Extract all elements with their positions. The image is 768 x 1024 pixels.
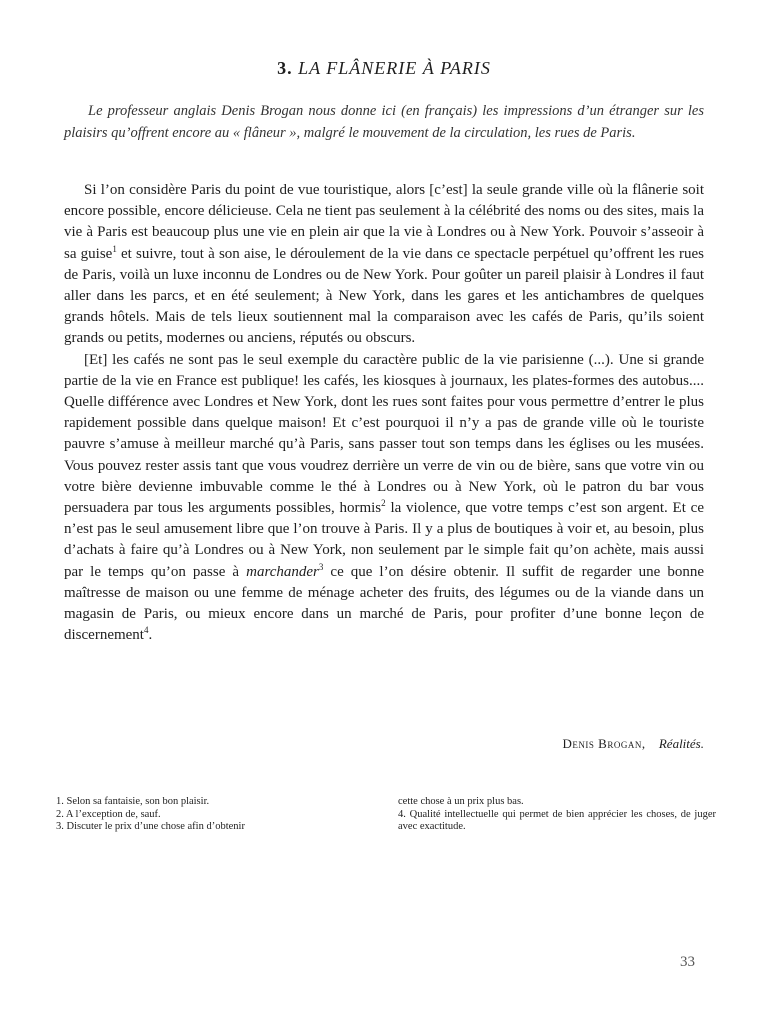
- intro-paragraph: Le professeur anglais Denis Brogan nous donne ici (en français) les impressions d’un étranger sur les plaisirs qu’offrent encore au « flâneur », malgré le mouvement de la circulation, les rues de Paris.: [64, 103, 704, 141]
- paragraph-2-part-c: ce que l’on désire obtenir. Il suffit de regarder une bonne maîtresse de maison ou une femme de ménage acheter des fruits, des légumes ou de la viande dans un magasin de Paris, ou mieux encore dans un marché de Paris, pour profiter d’une bonne leçon de discernement: [64, 563, 705, 644]
- footnote-3: 3. Discuter le prix d’une chose afin d’obtenir: [56, 821, 245, 832]
- chapter-title-text: LA FLÂNERIE À PARIS: [298, 58, 491, 78]
- footnote-2: 2. A l’exception de, sauf.: [56, 808, 161, 820]
- emphasized-word: marchander: [246, 563, 319, 580]
- chapter-number: 3.: [277, 58, 293, 78]
- footnote-ref-4: 4: [143, 625, 149, 636]
- paragraph-1-part-b: et suivre, tout à son aise, le déroulement de la vie dans ce spectacle perpétuel qu’offrent les rues de Paris, voilà un luxe inconnu de Londres ou de New York. Pour goûter un pareil plaisir à Londres il faut aller dans les parcs, et en été seulement; à New York, dans les gares et les antichambres de quelques grands hôtels. Mais de tels lieux soutiennent mal la comparaison avec les cafés de Paris, qu’ils soient grands ou petits, modernes ou anciens, réputés ou obscurs.: [64, 245, 704, 347]
- footnotes: [56, 796, 716, 834]
- footnote-ref-1: 1: [112, 243, 117, 254]
- page-number: 33: [680, 954, 695, 970]
- paragraph-1: [64, 180, 704, 350]
- paragraph-2: [64, 350, 704, 647]
- paragraph-2-part-b: la violence, que votre temps c’est son argent. Et ce n’est pas le seul amusement libre que l’on trouve à Paris. Il y a plus de boutiques à voir et, au besoin, plus d’achats à faire qu’à Londres ou à New York, non seulement par le simple fait qu’on achète, mais aussi par le temps qu’on passe à: [64, 500, 704, 580]
- footnote-4: 4. Qualité intellectuelle qui permet de bien apprécier les choses, de juger avec exactitude.: [398, 808, 716, 832]
- footnotes-left-column: [56, 796, 374, 834]
- footnote-1: 1. Selon sa fantaisie, son bon plaisir.: [56, 796, 210, 807]
- footnote-3-continued: cette chose à un prix plus bas.: [398, 796, 524, 807]
- author-name: Denis Brogan,: [562, 736, 646, 751]
- paragraph-2-part-a: [Et] les cafés ne sont pas le seul exemple du caractère public de la vie parisienne (...). Une si grande partie de la vie en France est publique! les cafés, les kiosques à journaux, les plates-formes des autobus.... Quelle différence avec Londres et New York, dont les rues sont faites pour vous permettre d’entrer le plus rapidement possible dans quelque maison! Et c’est pourquoi il n’y a pas de grande ville où le touriste pauvre s’amuse à meilleur marché qu’à Paris, sans passer tout son temps dans les églises ou les musées. Vous pouvez rester assis tant que vous voudrez derrière un verre de vin ou de bière, sans que votre vin ou votre bière devienne imbuvable comme le thé à Londres ou à New York, où le patron du bar vous persuadera par tous les arguments possibles, hormis: [64, 351, 704, 517]
- paragraph-2-end: .: [148, 627, 153, 644]
- main-text: [64, 180, 704, 646]
- chapter-title: [0, 58, 768, 79]
- footnote-ref-3: 3: [318, 561, 324, 572]
- footnote-ref-2: 2: [381, 498, 386, 509]
- paragraph-1-part-a: Si l’on considère Paris du point de vue touristique, alors [c’est] la seule grande ville où la flânerie soit encore possible, encore délicieuse. Cela ne tient pas seulement à la célébrité des noms ou des sites, mais la vie à Paris est beaucoup plus une vie en plein air que la vie à Londres ou à New York. Pouvoir s’asseoir à sa guise: [64, 182, 704, 262]
- attribution: [64, 736, 704, 752]
- footnotes-right-column: [398, 796, 716, 834]
- source-name: Réalités.: [658, 736, 704, 751]
